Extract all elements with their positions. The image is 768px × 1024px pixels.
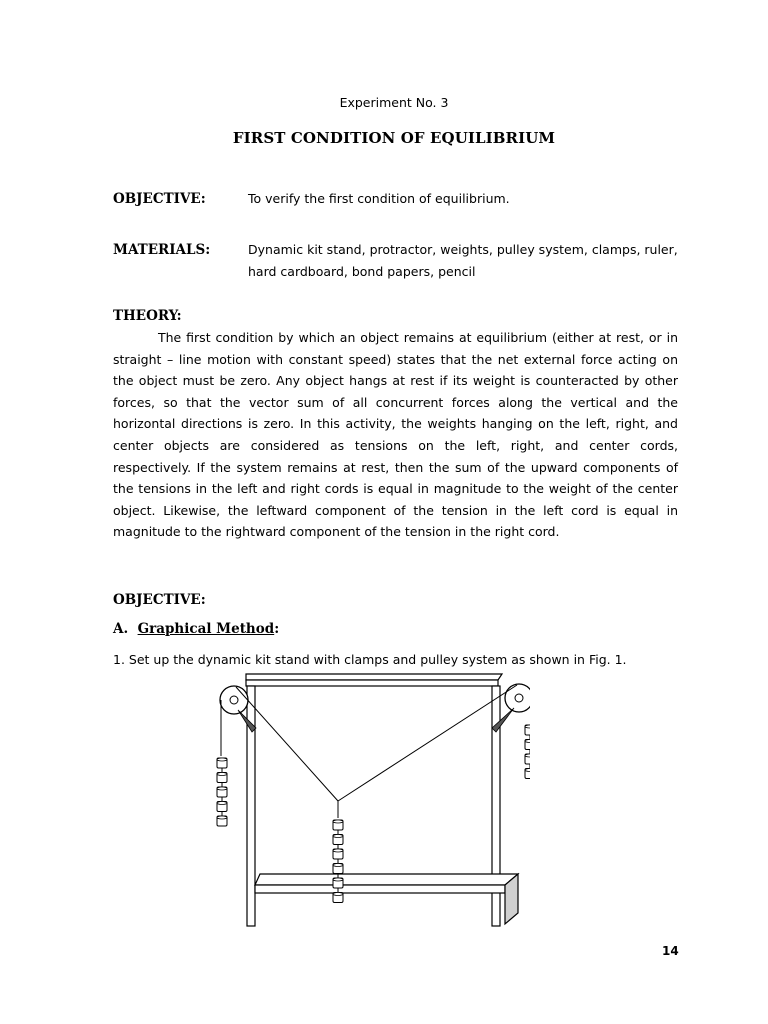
method-heading	[113, 621, 279, 637]
left-weights	[217, 758, 227, 826]
procedure-step-1: 1. Set up the dynamic kit stand with clamps and pulley system as shown in Fig. 1.	[113, 652, 627, 667]
right-weight	[525, 754, 530, 769]
theory-label: THEORY:	[113, 308, 182, 324]
figure-1-stand-diagram	[200, 670, 530, 932]
experiment-number: Experiment No. 3	[339, 95, 449, 110]
left-weight	[217, 802, 227, 817]
right-weight	[525, 769, 530, 779]
materials-label: MATERIALS:	[113, 242, 211, 258]
page-number: 14	[662, 944, 679, 958]
materials-line-1: Dynamic kit stand, protractor, weights, pulley system, clamps, ruler,	[248, 242, 678, 257]
center-weight	[333, 835, 343, 850]
objective-label: OBJECTIVE:	[113, 191, 206, 207]
method-prefix: A.	[113, 621, 129, 637]
right-weight	[525, 740, 530, 755]
method-suffix: :	[274, 621, 280, 637]
crossbar	[246, 674, 502, 686]
objective-text: To verify the first condition of equilibrium.	[248, 191, 510, 206]
left-weight	[217, 773, 227, 788]
procedure-label: OBJECTIVE:	[113, 592, 206, 608]
center-weight	[333, 893, 343, 903]
left-weight	[217, 758, 227, 773]
base-block	[255, 874, 518, 924]
left-weight	[217, 816, 227, 826]
theory-paragraph: The first condition by which an object remains at equilibrium (either at rest, or in straight – line motion with constant speed) states that the net external force acting on the object must be zero. Any object hangs at rest if its weight is counteracted by other forces, so that the vector sum of all concurrent forces along the vertical and the horizontal directions is zero. In this activity, the weights hanging on the left, right, and center objects are considered as tensions on the left, right, and center cords, respectively. If the system remains at rest, then the sum of the upward components of the tensions in the left and right cords is equal in magnitude to the weight of the center object. Likewise, the leftward component of the tension in the left cord is equal in magnitude to the rightward component of the tension in the right cord.	[113, 330, 678, 540]
left-weight	[217, 787, 227, 802]
document-title: FIRST CONDITION OF EQUILIBRIUM	[232, 129, 556, 147]
center-weight	[333, 820, 343, 835]
right-weight	[525, 725, 530, 740]
right-weights	[525, 725, 530, 779]
method-name: Graphical Method	[137, 621, 275, 637]
materials-line-2: hard cardboard, bond papers, pencil	[248, 264, 476, 279]
materials-text	[248, 239, 678, 283]
cords	[221, 685, 530, 818]
center-weight	[333, 849, 343, 864]
